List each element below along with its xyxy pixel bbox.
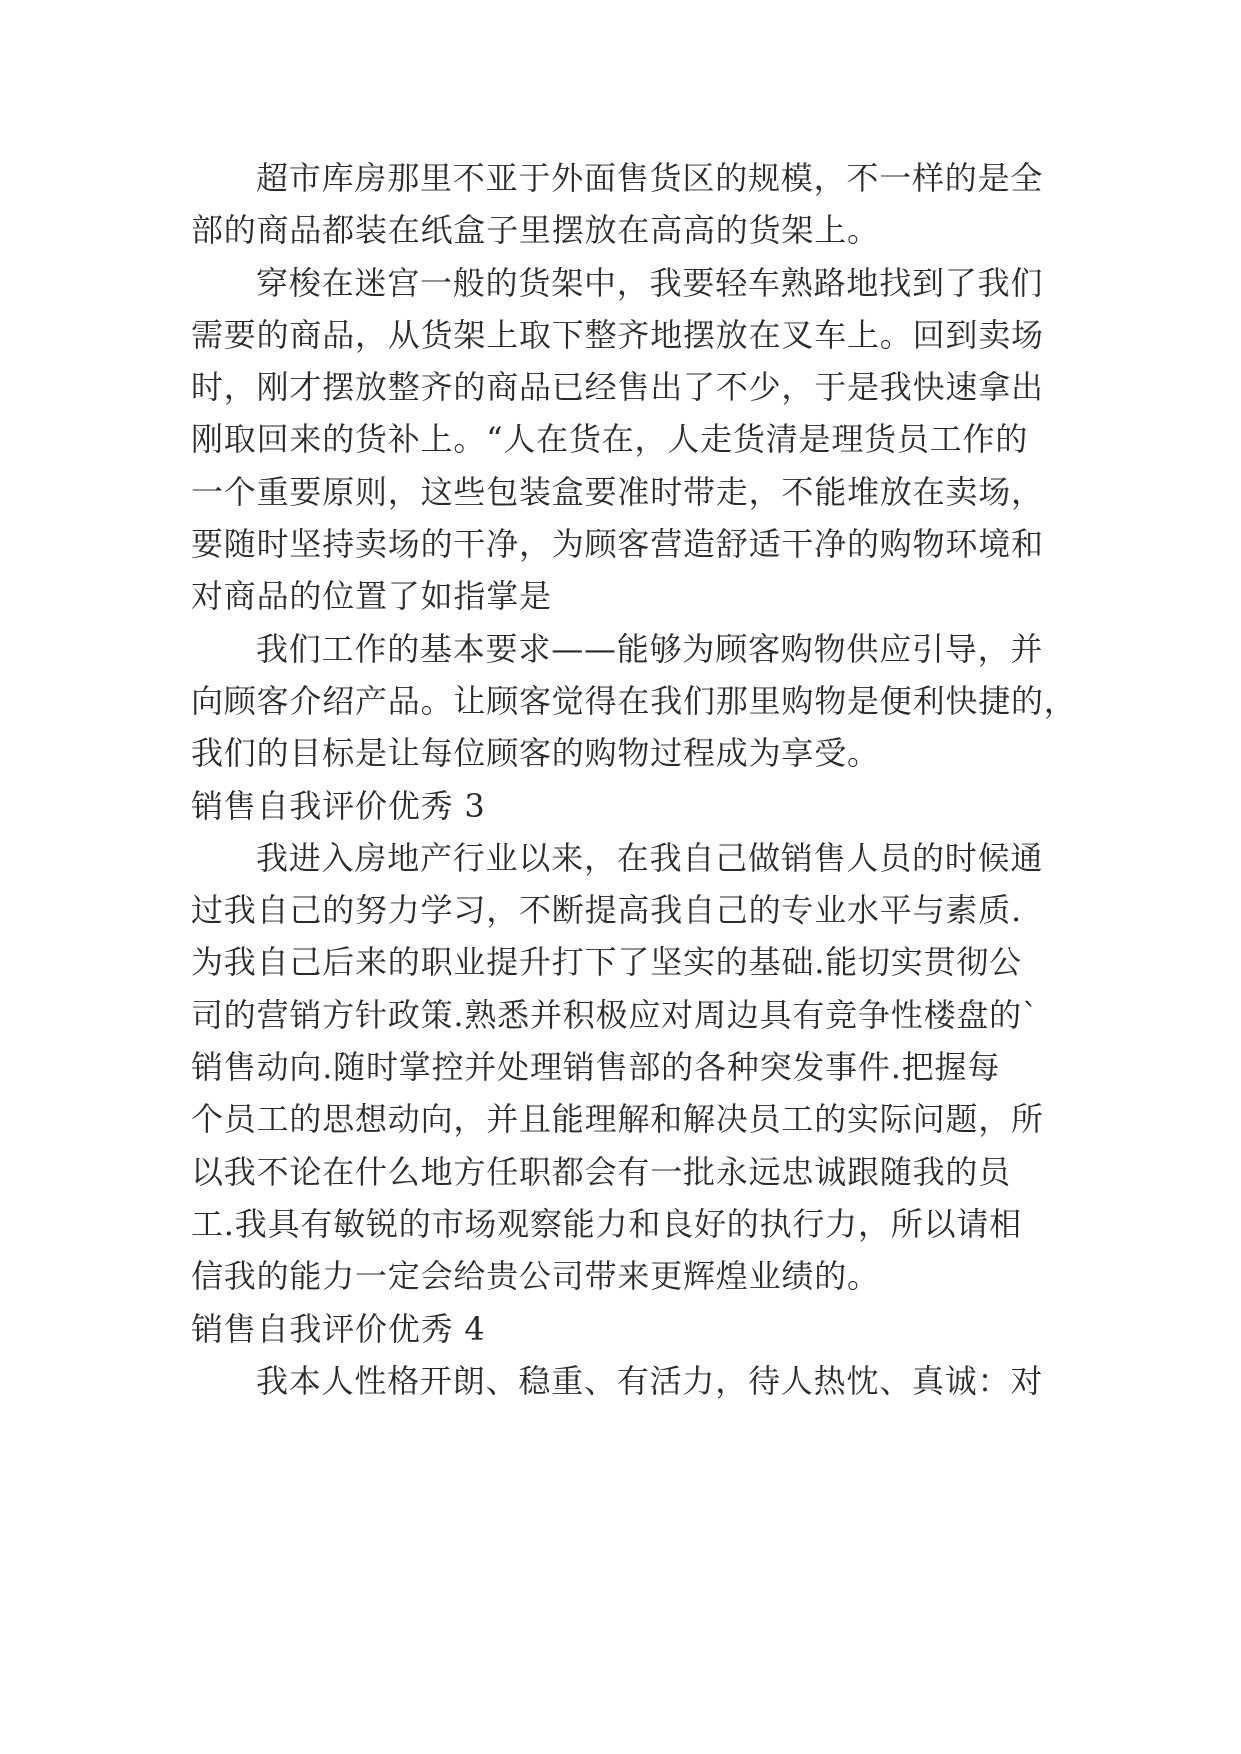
paragraph-line: 刚取回来的货补上。“人在货在，人走货清是理货员工作的 (191, 420, 1029, 459)
paragraph-line: 一个重要原则，这些包装盒要准时带走，不能堆放在卖场， (191, 472, 1044, 511)
paragraph-line: 销售动向.随时掌控并处理销售部的各种突发事件.把握每 (191, 1048, 1001, 1087)
paragraph-line: 我本人性格开朗、稳重、有活力，待人热忱、真诚：对 (256, 1361, 1044, 1400)
paragraph-line: 超市库房那里不亚于外面售货区的规模，不一样的是全 (256, 159, 1044, 197)
paragraph-line: 司的营销方针政策.熟悉并积极应对周边具有竞争性楼盘的` (191, 995, 1039, 1034)
paragraph-line: 我们工作的基本要求——能够为顾客购物供应引导，并 (256, 629, 1044, 668)
paragraph-line: 穿梭在迷宫一般的货架中，我要轻车熟路地找到了我们 (256, 263, 1044, 302)
paragraph-line: 个员工的思想动向，并且能理解和解决员工的实际问题，所 (191, 1100, 1044, 1139)
paragraph-line: 以我不论在什么地方任职都会有一批永远忠诚跟随我的员 (191, 1152, 1012, 1191)
paragraph-line: 需要的商品，从货架上取下整齐地摆放在叉车上。回到卖场 (191, 315, 1044, 354)
section-heading: 销售自我评价优秀 3 (191, 786, 486, 825)
paragraph-line: 向顾客介绍产品。让顾客觉得在我们那里购物是便利快捷的， (191, 681, 1077, 720)
paragraph-line: 我们的目标是让每位顾客的购物过程成为享受。 (191, 734, 880, 773)
paragraph-line: 过我自己的努力学习，不断提高我自己的专业水平与素质. (191, 891, 1022, 930)
paragraph-line: 时，刚才摆放整齐的商品已经售出了不少，于是我快速拿出 (191, 368, 1044, 407)
section-heading: 销售自我评价优秀 4 (191, 1309, 486, 1348)
paragraph-line: 要随时坚持卖场的干净，为顾客营造舒适干净的购物环境和 (191, 525, 1044, 564)
paragraph-line: 对商品的位置了如指掌是 (191, 577, 552, 616)
paragraph-line: 部的商品都装在纸盒子里摆放在高高的货架上。 (191, 211, 880, 250)
paragraph-line: 我进入房地产行业以来，在我自己做销售人员的时候通 (256, 838, 1044, 877)
paragraph-line: 为我自己后来的职业提升打下了坚实的基础.能切实贯彻公 (191, 943, 1022, 982)
document-body (191, 152, 1077, 1407)
paragraph-line: 信我的能力一定会给贵公司带来更辉煌业绩的。 (191, 1257, 880, 1296)
paragraph-line: 工.我具有敏锐的市场观察能力和良好的执行力，所以请相 (191, 1204, 1022, 1243)
